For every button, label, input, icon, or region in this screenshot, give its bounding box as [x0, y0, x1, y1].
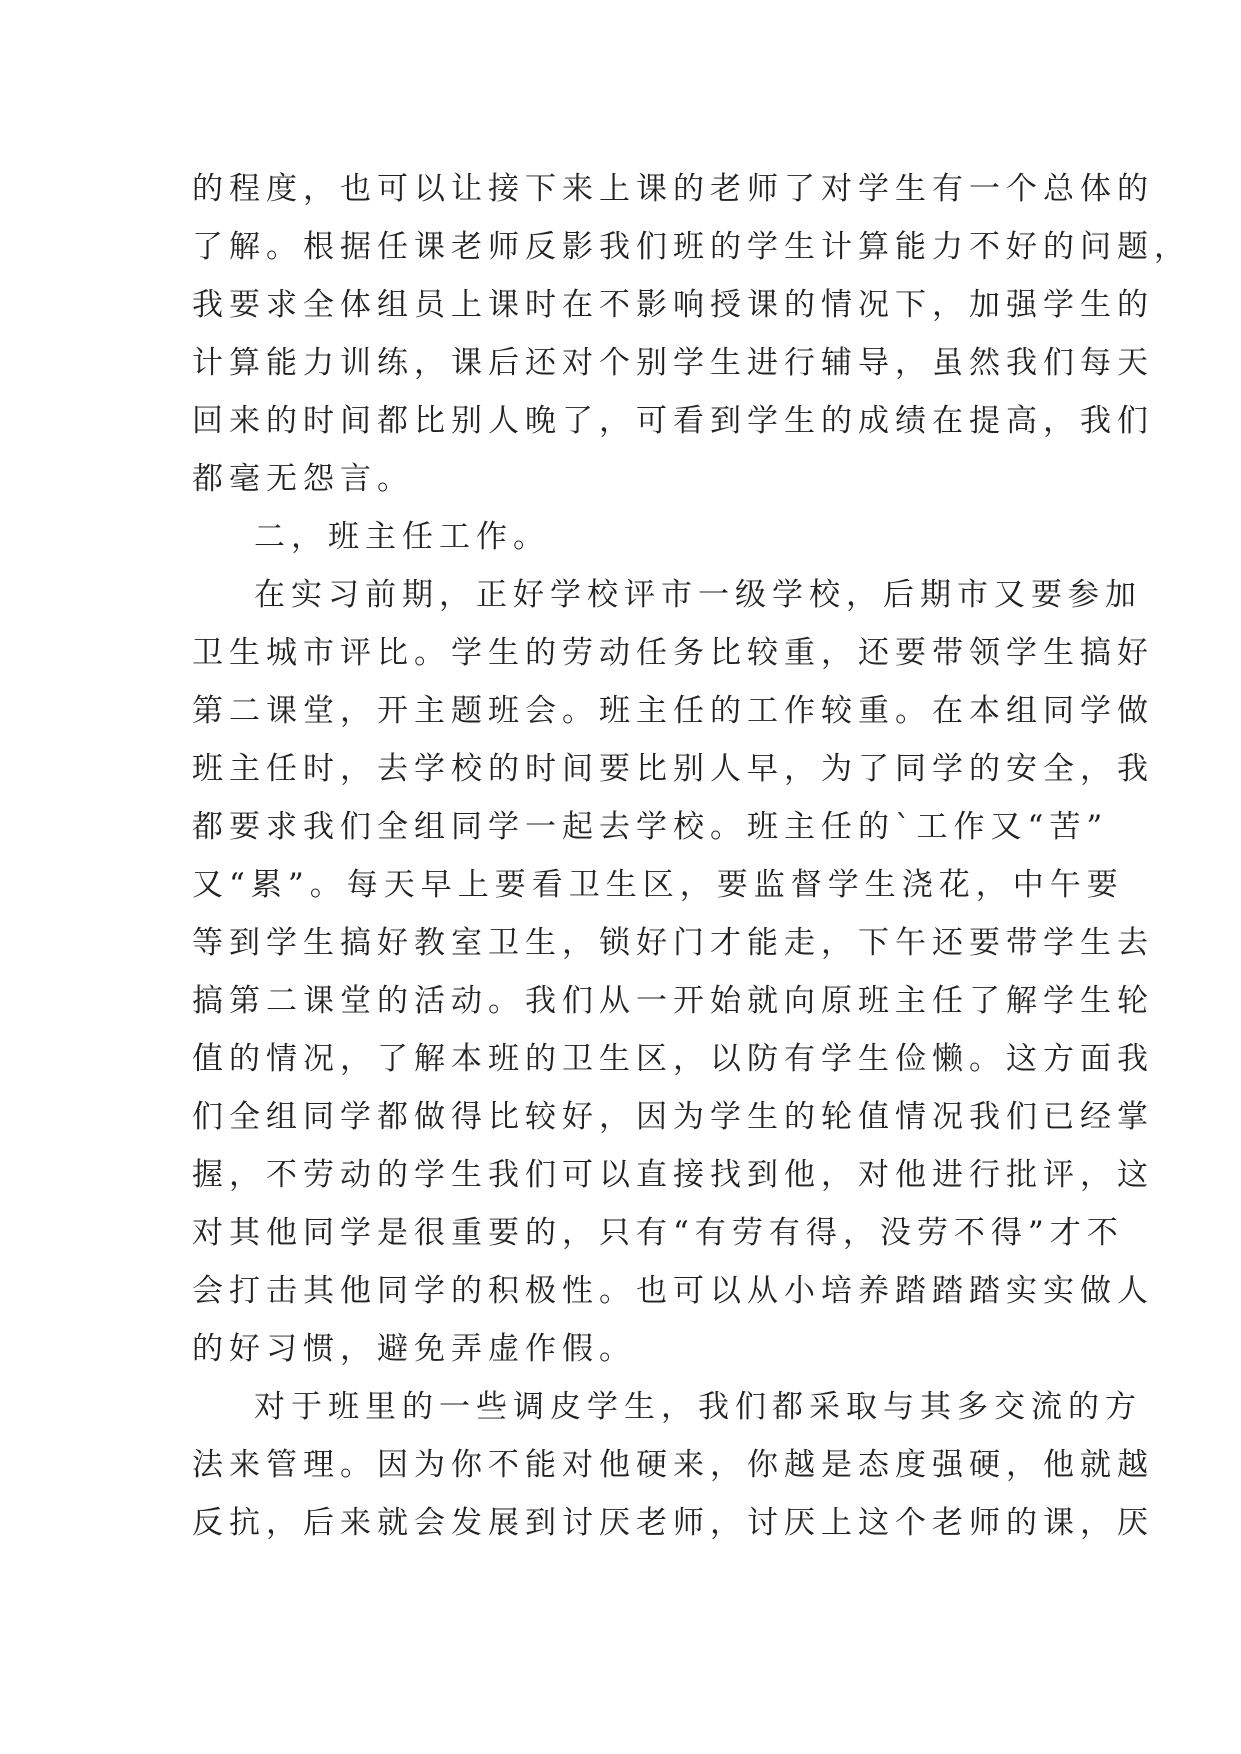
text-line: 班主任时，去学校的时间要比别人早，为了同学的安全，我 — [192, 751, 1154, 787]
text-line: 回来的时间都比别人晚了，可看到学生的成绩在提高，我们 — [192, 403, 1154, 439]
text-line: 的好习惯，避免弄虚作假。 — [192, 1331, 636, 1367]
text-line: 会打击其他同学的积极性。也可以从小培养踏踏踏实实做人 — [192, 1273, 1154, 1309]
text-line: 都毫无怨言。 — [192, 461, 414, 497]
paragraph-first-line: 在实习前期，正好学校评市一级学校，后期市又要参加 — [254, 577, 1142, 613]
text-line: 了解。根据任课老师反影我们班的学生计算能力不好的问题， — [192, 229, 1191, 265]
section-heading: 二，班主任工作。 — [254, 519, 550, 555]
text-line: 握，不劳动的学生我们可以直接找到他，对他进行批评，这 — [192, 1157, 1154, 1193]
paragraph-first-line: 对于班里的一些调皮学生，我们都采取与其多交流的方 — [254, 1389, 1142, 1425]
text-line: 计算能力训练，课后还对个别学生进行辅导，虽然我们每天 — [192, 345, 1154, 381]
text-line: 反抗，后来就会发展到讨厌老师，讨厌上这个老师的课，厌 — [192, 1505, 1154, 1541]
text-line: 们全组同学都做得比较好，因为学生的轮值情况我们已经掌 — [192, 1099, 1154, 1135]
text-line: 值的情况，了解本班的卫生区，以防有学生俭懒。这方面我 — [192, 1041, 1154, 1077]
text-line: 等到学生搞好教室卫生，锁好门才能走，下午还要带学生去 — [192, 925, 1154, 961]
text-line: 第二课堂，开主题班会。班主任的工作较重。在本组同学做 — [192, 693, 1154, 729]
text-line: 卫生城市评比。学生的劳动任务比较重，还要带领学生搞好 — [192, 635, 1154, 671]
text-line: 法来管理。因为你不能对他硬来，你越是态度强硬，他就越 — [192, 1447, 1154, 1483]
text-line: 都要求我们全组同学一起去学校。班主任的`工作又“苦” — [192, 809, 1109, 845]
text-line: 搞第二课堂的活动。我们从一开始就向原班主任了解学生轮 — [192, 983, 1154, 1019]
text-line: 我要求全体组员上课时在不影响授课的情况下，加强学生的 — [192, 287, 1154, 323]
text-line: 的程度，也可以让接下来上课的老师了对学生有一个总体的 — [192, 171, 1154, 207]
text-line: 又“累”。每天早上要看卫生区，要监督学生浇花，中午要 — [192, 867, 1124, 903]
text-line: 对其他同学是很重要的，只有“有劳有得，没劳不得”才不 — [192, 1215, 1124, 1251]
